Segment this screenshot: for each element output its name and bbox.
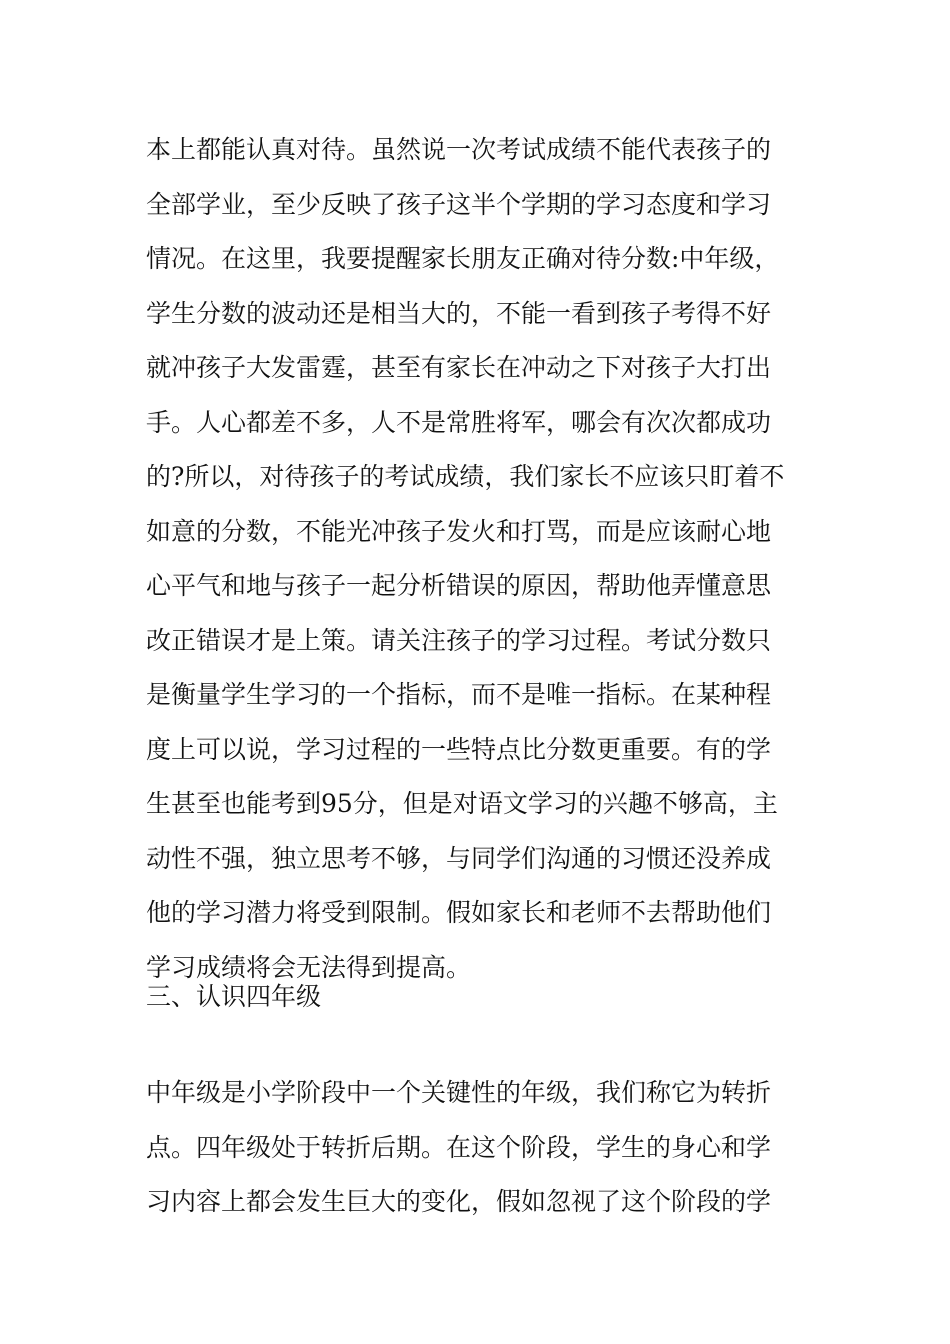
text-line: 如意的分数，不能光冲孩子发火和打骂，而是应该耐心地: [146, 516, 772, 546]
text-line: 学习成绩将会无法得到提高。: [146, 952, 472, 982]
text-line: 生甚至也能考到95分，但是对语文学习的兴趣不够高，主: [146, 789, 778, 818]
text-line: 是衡量学生学习的一个指标，而不是唯一指标。在某种程: [146, 680, 772, 709]
section-heading-text: 三、认识四年级: [146, 982, 322, 1011]
section-heading: [146, 970, 814, 1025]
text-line: 度上可以说，学习过程的一些特点比分数更重要。有的学: [146, 734, 772, 764]
text-line: 学生分数的波动还是相当大的，不能一看到孩子考得不好: [146, 298, 772, 328]
paragraph-fourth-grade: [146, 1066, 814, 1230]
text-line: 动性不强，独立思考不够，与同学们沟通的习惯还没养成: [146, 843, 772, 873]
text-line: 本上都能认真对待。虽然说一次考试成绩不能代表孩子的: [146, 135, 772, 164]
text-line: 中年级是小学阶段中一个关键性的年级，我们称它为转折: [146, 1078, 772, 1107]
text-line: 就冲孩子大发雷霆，甚至有家长在冲动之下对孩子大打出: [146, 353, 772, 382]
text-line: 改正错误才是上策。请关注孩子的学习过程。考试分数只: [146, 625, 772, 655]
text-line: 点。四年级处于转折后期。在这个阶段，学生的身心和学: [146, 1132, 772, 1162]
text-line: 手。人心都差不多，人不是常胜将军，哪会有次次都成功: [146, 407, 772, 437]
text-line: 心平气和地与孩子一起分析错误的原因，帮助他弄懂意思: [146, 571, 772, 600]
text-line: 他的学习潜力将受到限制。假如家长和老师不去帮助他们: [146, 898, 772, 927]
text-line: 习内容上都会发生巨大的变化，假如忽视了这个阶段的学: [146, 1187, 772, 1216]
text-line: 情况。在这里，我要提醒家长朋友正确对待分数:中年级，: [146, 244, 780, 273]
text-line: 的?所以，对待孩子的考试成绩，我们家长不应该只盯着不: [146, 462, 785, 491]
text-line: 全部学业，至少反映了孩子这半个学期的学习态度和学习: [146, 189, 772, 219]
paragraph-exam-attitude: [146, 123, 814, 995]
